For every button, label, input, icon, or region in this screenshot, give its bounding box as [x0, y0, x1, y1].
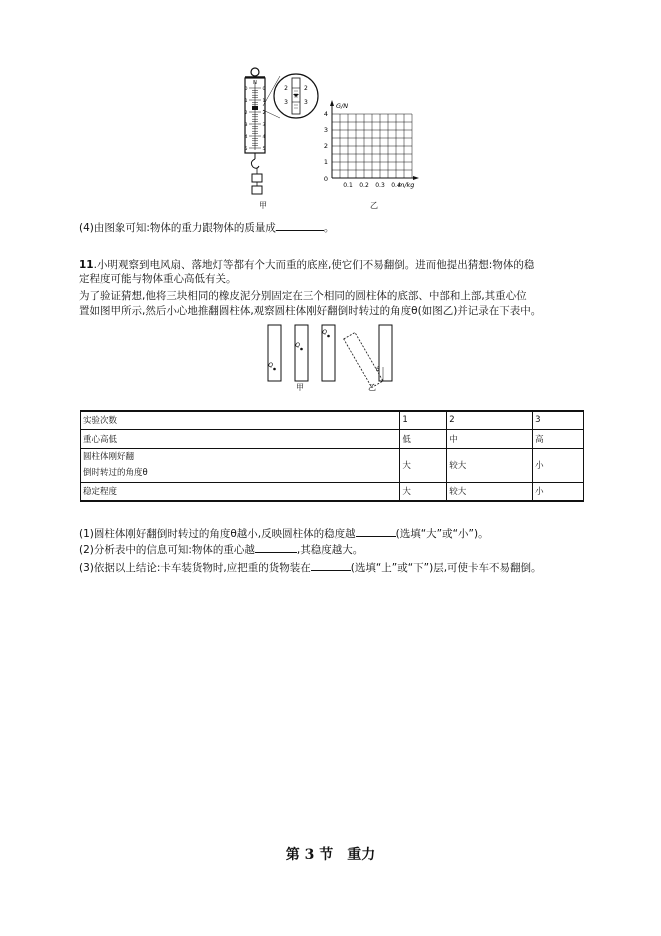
cylinder-low [268, 325, 281, 381]
scale-pointer [252, 106, 258, 110]
scale-number: 5 [244, 146, 248, 152]
answer-blank-4[interactable] [276, 220, 324, 231]
answer-blank-1[interactable] [356, 526, 396, 537]
weight-block-1 [252, 174, 262, 182]
question-11-line-3: 为了验证猜想,他将三块相同的橡皮泥分别固定在三个相同的圆柱体的底部、中部和上部,其重心位 [79, 290, 527, 302]
scale-number: 2 [244, 110, 248, 116]
scale-number: 5 [262, 146, 266, 152]
y-tick-label: 4 [323, 110, 328, 118]
cylinder-mid [295, 325, 308, 381]
scale-number: 4 [244, 134, 248, 140]
y-tick-label: 3 [323, 126, 328, 134]
question-number: 11 [79, 259, 94, 271]
figure2-caption-right: 乙 [368, 383, 376, 392]
svg-text:3: 3 [304, 99, 308, 106]
scale-number: 2 [262, 110, 266, 116]
answer-blank-3[interactable] [311, 560, 351, 571]
g-m-graph [324, 100, 419, 189]
x-tick-label: 0.3 [375, 182, 385, 189]
question-11-line-2: 定程度可能与物体重心高低有关。 [79, 273, 237, 285]
table-row: 实验次数 1 2 3 [81, 411, 584, 429]
question-11-line-1: 11.小明观察到电风扇、落地灯等都有个大而重的底座,使它们不易翻倒。进而他提出猜想:物体的稳 [79, 259, 535, 271]
figure1-caption-left: 甲 [259, 201, 267, 210]
x-tick-label: 0.1 [343, 182, 353, 189]
sub-question-1: (1)圆柱体刚好翻倒时转过的角度θ越小,反映圆柱体的稳度越 (选填“大”或“小”)。 [79, 528, 489, 540]
sub-question-3: (3)依据以上结论:卡车装货物时,应把重的货物装在 (选填“上”或“下”)层,可使卡车不易翻倒。 [79, 562, 542, 574]
figure-cylinders [262, 323, 402, 393]
table-row: 稳定程度 大 较大 小 [81, 482, 584, 501]
x-axis-label: m/kg [398, 181, 415, 189]
theta-label: θ [376, 366, 380, 373]
experiment-table [80, 410, 584, 502]
scale-number: 4 [262, 134, 266, 140]
origin-label: 0 [323, 175, 328, 183]
x-tick-label: 0.2 [359, 182, 369, 189]
scale-number: 1 [244, 98, 248, 104]
figure2-caption-left: 甲 [296, 383, 304, 392]
svg-text:Q: Q [268, 362, 273, 369]
svg-text:2: 2 [304, 85, 308, 92]
table-row: 重心高低 低 中 高 [81, 429, 584, 448]
scale-number: 0 [262, 86, 266, 92]
scale-number: 3 [262, 122, 266, 128]
scale-number: 3 [244, 122, 248, 128]
question-4: (4)由图象可知:物体的重力跟物体的质量成 。 [79, 222, 335, 234]
page-footer-title: 第 3 节 重力 [285, 847, 376, 863]
scale-number: 1 [262, 98, 266, 104]
svg-text:2: 2 [284, 85, 288, 92]
hook-ring [251, 68, 259, 76]
sub-question-2: (2)分析表中的信息可知:物体的重心越 ,其稳度越大。 [79, 544, 364, 556]
figure1-caption-right: 乙 [370, 201, 378, 210]
weight-block-2 [252, 186, 262, 194]
svg-text:Q: Q [322, 329, 327, 336]
cylinder-upright [379, 325, 392, 381]
table-row: 圆柱体刚好翻 倒时转过的角度θ 大 较大 小 [81, 448, 584, 482]
y-tick-label: 1 [323, 158, 328, 166]
y-axis-label: G/N [336, 102, 349, 110]
cylinder-tilted [344, 333, 383, 388]
scale-number: 0 [244, 86, 248, 92]
scale-unit: N [253, 80, 257, 86]
question-11-line-4: 置如图甲所示,然后小心地推翻圆柱体,观察圆柱体刚好翻倒时转过的角度θ(如图乙)并记录在下表中。 [79, 305, 542, 317]
answer-blank-2[interactable] [255, 542, 297, 553]
x-tick-label: 0.4 [391, 182, 401, 189]
svg-text:Q: Q [295, 342, 300, 349]
y-tick-label: 2 [323, 142, 328, 150]
svg-text:3: 3 [284, 99, 288, 106]
